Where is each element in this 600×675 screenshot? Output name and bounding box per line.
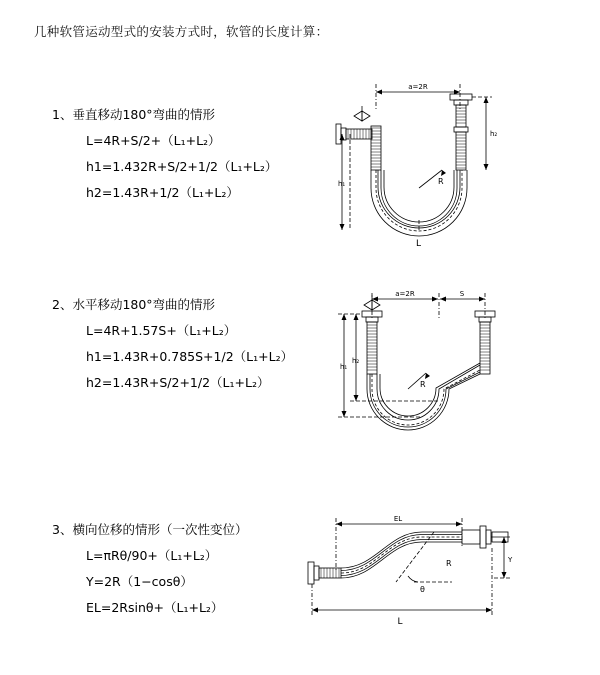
svg-text:Y: Y — [508, 556, 513, 564]
section-2-formula-3: h2=1.43R+S/2+1/2（L₁+L₂） — [86, 375, 270, 390]
svg-text:R: R — [420, 380, 426, 389]
page-title: 几种软管运动型式的安装方式时，软管的长度计算： — [34, 24, 329, 39]
vertical-180-bend-diagram — [320, 70, 540, 260]
section-1-formula-1: L=4R+S/2+（L₁+L₂） — [86, 133, 221, 148]
svg-text:a=2R: a=2R — [408, 83, 428, 91]
svg-text:L: L — [397, 617, 403, 627]
section-2-title: 2、水平移动180°弯曲的情形 — [52, 297, 216, 312]
section-1-formula-3: h2=1.43R+1/2（L₁+L₂） — [86, 185, 239, 200]
section-2-formula-1: L=4R+1.57S+（L₁+L₂） — [86, 323, 237, 338]
svg-text:EL: EL — [393, 515, 403, 523]
svg-text:R: R — [438, 177, 444, 186]
svg-text:R: R — [446, 559, 452, 568]
section-3-title: 3、横向位移的情形（一次性变位） — [52, 522, 248, 537]
horizontal-180-bend-diagram — [320, 285, 540, 445]
svg-text:h₂: h₂ — [490, 130, 498, 138]
section-3-formula-1: L=πRθ/90+（L₁+L₂） — [86, 548, 218, 563]
section-3-formula-3: EL=2Rsinθ+（L₁+L₂） — [86, 600, 224, 615]
svg-text:h₁: h₁ — [340, 363, 348, 371]
svg-text:h₁: h₁ — [338, 180, 346, 188]
svg-text:h₂: h₂ — [352, 357, 360, 365]
section-3-formula-2: Y=2R（1−cosθ） — [86, 574, 193, 589]
section-1-title: 1、垂直移动180°弯曲的情形 — [52, 107, 216, 122]
lateral-offset-diagram — [296, 506, 546, 636]
svg-text:θ: θ — [420, 585, 425, 594]
svg-text:a=2R: a=2R — [395, 290, 415, 298]
svg-text:L: L — [416, 239, 422, 249]
svg-text:S: S — [459, 290, 465, 298]
section-2-formula-2: h1=1.43R+0.785S+1/2（L₁+L₂） — [86, 349, 294, 364]
section-1-formula-2: h1=1.432R+S/2+1/2（L₁+L₂） — [86, 159, 278, 174]
